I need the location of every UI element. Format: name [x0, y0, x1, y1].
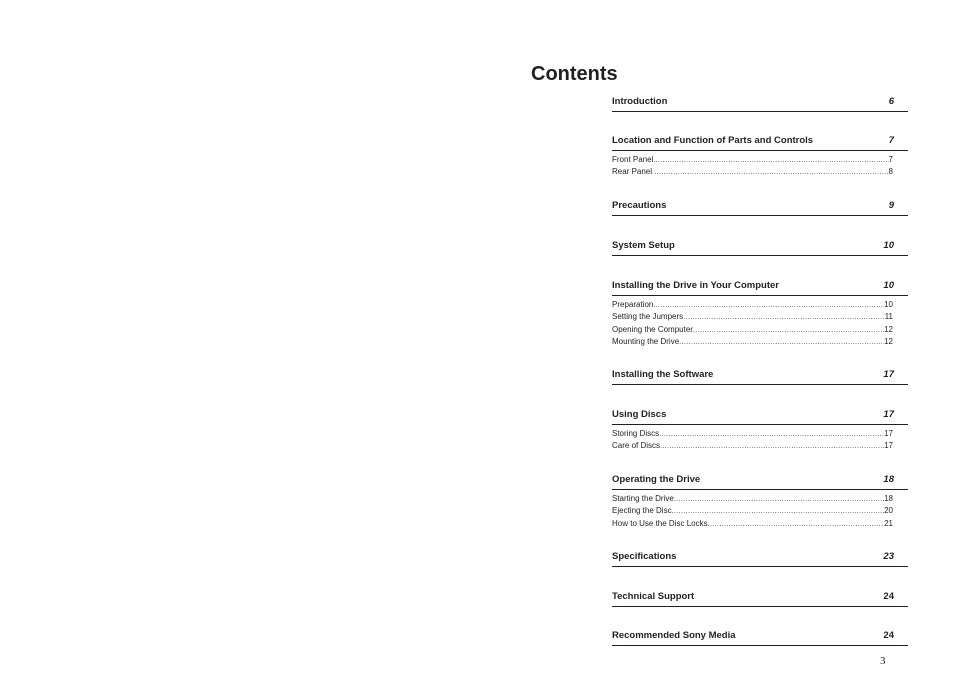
toc-section-page: 17 — [883, 409, 894, 420]
toc-subsection-list — [612, 428, 908, 453]
toc-section-header — [612, 280, 908, 296]
toc-section-header — [612, 409, 908, 425]
toc-subsection-list — [612, 493, 908, 530]
toc-subsection-item — [612, 324, 893, 336]
dot-leader — [683, 312, 885, 323]
toc-section-installing-software — [612, 369, 908, 385]
page-title: Contents — [531, 63, 618, 85]
toc-subsection-item — [612, 428, 893, 440]
toc-subsection-page: 12 — [884, 337, 893, 347]
toc-section-title: System Setup — [612, 240, 675, 251]
toc-subsection-list — [612, 154, 908, 179]
toc-section-header — [612, 369, 908, 385]
table-of-contents — [612, 0, 908, 675]
toc-section-header — [612, 240, 908, 256]
toc-section-using-discs — [612, 409, 908, 453]
toc-subsection-page: 12 — [884, 324, 893, 334]
toc-section-page: 9 — [888, 200, 894, 211]
toc-subsection-label: Care of Discs — [612, 441, 661, 451]
toc-subsection-page: 18 — [884, 494, 893, 503]
toc-section-specifications — [612, 551, 908, 567]
toc-section-title: Installing the Software — [612, 369, 714, 380]
toc-section-title: Location and Function of Parts and Controls — [612, 135, 814, 146]
toc-subsection-page: 11 — [884, 312, 893, 322]
toc-section-header — [612, 474, 908, 490]
toc-subsection-item — [612, 518, 893, 530]
dot-leader — [653, 155, 888, 166]
toc-section-header — [612, 630, 908, 646]
toc-section-header — [612, 135, 908, 151]
dot-leader — [660, 441, 884, 452]
toc-section-header — [612, 200, 908, 216]
toc-section-recommended-media — [612, 630, 908, 646]
toc-section-precautions — [612, 200, 908, 216]
toc-section-page: 18 — [883, 474, 894, 485]
toc-section-technical-support — [612, 591, 908, 607]
toc-section-title: Specifications — [612, 551, 677, 562]
toc-section-page: 23 — [883, 551, 894, 562]
toc-subsection-label: Setting the Jumpers — [612, 312, 684, 322]
toc-subsection-label: Mounting the Drive — [612, 337, 680, 347]
toc-subsection-label: Ejecting the Disc — [612, 506, 672, 516]
toc-section-title: Introduction — [612, 96, 668, 107]
toc-section-operating-drive — [612, 474, 908, 530]
toc-subsection-page: 10 — [884, 300, 893, 309]
toc-section-page: 24 — [883, 630, 894, 641]
toc-section-header — [612, 96, 908, 112]
toc-section-parts-and-controls — [612, 135, 908, 179]
toc-section-page: 10 — [883, 240, 894, 251]
page-number: 3 — [880, 655, 886, 667]
toc-subsection-item — [612, 440, 893, 452]
toc-section-title: Precautions — [612, 200, 667, 211]
dot-leader — [652, 167, 889, 178]
toc-subsection-page: 17 — [884, 429, 893, 438]
toc-subsection-label: Starting the Drive — [612, 494, 674, 503]
toc-subsection-label: Front Panel — [612, 155, 654, 164]
toc-section-system-setup — [612, 240, 908, 256]
toc-subsection-page: 7 — [888, 155, 893, 164]
toc-subsection-item — [612, 166, 893, 178]
toc-subsection-label: How to Use the Disc Locks — [612, 518, 708, 528]
toc-subsection-label: Preparation — [612, 300, 654, 309]
toc-subsection-list — [612, 299, 908, 349]
toc-subsection-item — [612, 299, 893, 311]
toc-subsection-item — [612, 336, 893, 348]
toc-section-page: 6 — [888, 96, 894, 107]
toc-section-header — [612, 551, 908, 567]
toc-subsection-item — [612, 505, 893, 517]
toc-subsection-label: Opening the Computer — [612, 324, 693, 334]
toc-subsection-label: Storing Discs — [612, 429, 660, 438]
toc-section-page: 24 — [883, 591, 894, 602]
toc-subsection-item — [612, 493, 893, 505]
toc-section-page: 17 — [883, 369, 894, 380]
dot-leader — [708, 519, 885, 530]
toc-section-introduction — [612, 96, 908, 112]
toc-subsection-item — [612, 311, 893, 323]
toc-section-page: 10 — [883, 280, 894, 291]
toc-subsection-page: 20 — [884, 506, 893, 516]
toc-section-title: Technical Support — [612, 591, 695, 602]
toc-section-title: Using Discs — [612, 409, 667, 420]
toc-section-page: 7 — [888, 135, 894, 146]
toc-section-title: Recommended Sony Media — [612, 630, 736, 641]
dot-leader — [693, 325, 884, 336]
dot-leader — [659, 429, 884, 440]
toc-subsection-item — [612, 154, 893, 166]
toc-subsection-page: 21 — [884, 518, 893, 528]
toc-section-installing-drive — [612, 280, 908, 349]
dot-leader — [653, 300, 884, 311]
toc-subsection-page: 8 — [888, 167, 893, 177]
toc-section-header — [612, 591, 908, 607]
dot-leader — [679, 337, 884, 348]
toc-section-title: Installing the Drive in Your Computer — [612, 280, 779, 291]
dot-leader — [672, 506, 885, 517]
toc-subsection-label: Rear Panel — [612, 167, 653, 177]
toc-section-title: Operating the Drive — [612, 474, 701, 485]
dot-leader — [674, 494, 884, 505]
toc-subsection-page: 17 — [884, 441, 893, 451]
